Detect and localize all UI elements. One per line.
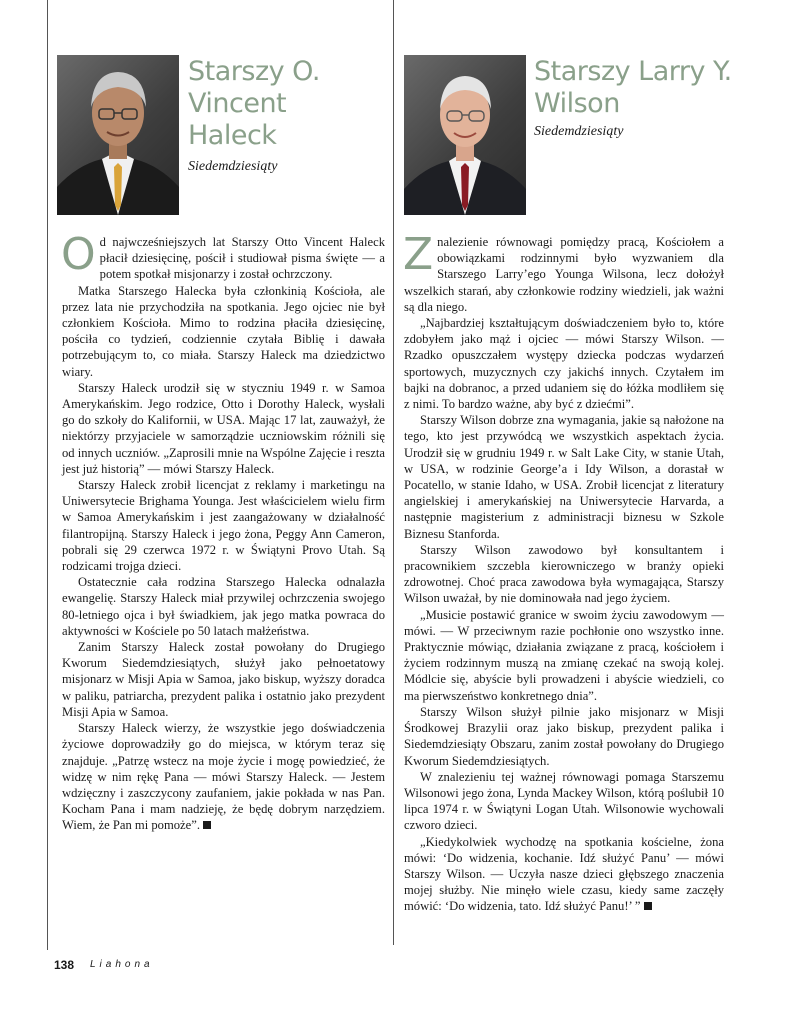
drop-cap: O — [61, 229, 96, 280]
magazine-name: Liahona — [90, 959, 154, 970]
name-heading-wilson: Starszy Larry Y. Wilson — [534, 56, 732, 119]
portrait-photo-haleck — [57, 55, 179, 215]
paragraph: Starszy Wilson zawodowo był konsultantem i pracownikiem szczebla kierowniczego w branży opieki zdrowotnej. Choć praca zawodowa była wymagająca, Starszy Wilson uważał, by nie dominowała nad jego życiem. — [404, 542, 724, 606]
paragraph: Matka Starszego Halecka była członkinią Kościoła, ale przez lata nie przychodziła na spotkania. Jego ojciec nie był członkiem Kościoła. Mimo to rodzina płaciła dziesięcinę, pościła co tydzień, codziennie czytała Biblię i dawała potrzebującym to, co miała. Starszy Haleck ma dziedzictwo wiary. — [62, 283, 385, 379]
name-heading-haleck: Starszy O. Vincent Haleck — [188, 56, 320, 151]
drop-cap: Z — [403, 229, 434, 280]
portrait-illustration-haleck — [57, 55, 179, 215]
paragraph-text: Starszy Haleck wierzy, że wszystkie jego doświadczenia życiowe doprowadziły go do miejsca, w którym teraz się znajduje. „Patrzę wstecz na moje życie i mogę powiedzieć, że widzę w nim rękę Pana — mówi Starszy Haleck. — Jestem wdzięczny i zaszczycony zaufaniem, jakie pokłada w nas Pan. Kocham Pana i mam nadzieję, że będę dobrym narzędziem. Wiem, że Pan mi pomoże”. — [62, 721, 385, 833]
portrait-photo-wilson — [404, 55, 526, 215]
paragraph: „Najbardziej kształtującym doświadczeniem było to, które zdobyłem jako mąż i ojciec — mówi Starszy Wilson. — Rzadko opuszczałem występy dziecka podczas wydarzeń sportowych, muzycznych czy jakichś innych. Czytałem im bajki na dobranoc, a przed udaniem się do łóżka modliłem się z nimi. To bardzo ważne, aby być z dziećmi”. — [404, 316, 724, 412]
paragraph-text: nalezienie równowagi pomiędzy pracą, Kościołem a obowiązkami rodzinnymi było wyzwaniem dla Starszego Larry’ego Younga Wilsona, lecz dołożył wszelkich starań, aby członkowie rodziny wiedzieli, jak ważni są dla niego. — [404, 235, 724, 314]
paragraph: Starszy Haleck urodził się w styczniu 1949 r. w Samoa Amerykańskim. Jego rodzice, Otto i Dorothy Haleck, wysłali go do szkoły do Kalifornii, w USA. Mając 17 lat, zauważył, że niektórzy przyjaciele w samorządzie uczniowskim różnili się od innych uczniów. „Zaprosili mnie na Wspólne Zajęcie i reszta jest już historią” — mówi Starszy Haleck. — [62, 380, 385, 476]
paragraph: W znalezieniu tej ważnej równowagi pomaga Starszemu Wilsonowi jego żona, Lynda Mackey Wilson, którą poślubił 10 lipca 1974 r. w Świątyni Logan Utah. Wilsonowie wychowali czworo dzieci. — [404, 769, 724, 833]
paragraph: „Musicie postawić granice w swoim życiu zawodowym — mówi. — W przeciwnym razie pochłonie ono wszystko inne. Praktycznie mówiąc, działania związane z pracą, kościołem i życiem rodzinnym muszą na zmianę czekać na swoją kolej. Módlcie się, abyście byli prowadzeni i abyście wiedzieli, co ma pierwszeństwo konkretnego dnia”. — [404, 607, 724, 703]
paragraph: Starszy Wilson dobrze zna wymagania, jakie są nałożone na tego, kto jest przywódcą we wszystkich aspektach życia. Urodził się w grudniu 1949 r. w Salt Lake City, w stanie Utah, w USA, w rodzinie George’a i Idy Wilson, a dorastał w Pocatello, w stanie Idaho, w USA. Zrobił licencjat z literatury angielskiej i amerykańskiej na Uniwersytecie Harvarda, a następnie magisterium z administracji biznesu w Szkole Biznesu Stanforda. — [404, 413, 724, 541]
role-subtitle-haleck: Siedemdziesiąty — [188, 159, 278, 174]
paragraph-text: d najwcześniejszych lat Starszy Otto Vincent Haleck płacił dziesięcinę, pościł i studiował pisma święte — a potem spotkał misjonarzy i został ochrzczony. — [99, 235, 385, 282]
paragraph — [62, 720, 385, 833]
paragraph-text: „Kiedykolwiek wychodzę na spotkania kościelne, żona mówi: ‘Do widzenia, kochanie. Idź służyć Panu’ — mówi Starszy Wilson. — Uczyła nasze dzieci głębszego znaczenia mojej służby. Nie minęło wiele czasu, kiedy same zaczęły mówić: ‘Do widzenia, tato. Idź służyć Panu!’ ” — [404, 834, 724, 914]
paragraph: Starszy Wilson służył pilnie jako misjonarz w Misji Środkowej Brazylii oraz jako biskup, prezydent palika i Siedemdziesiąty Obszaru, zanim został powołany do Drugiego Kworum Siedemdziesiątych. — [404, 704, 724, 768]
paragraph — [404, 834, 724, 915]
portrait-illustration-wilson — [404, 55, 526, 215]
article-column-haleck — [61, 229, 385, 834]
article-column-wilson — [403, 229, 724, 915]
end-mark-icon — [644, 902, 652, 910]
paragraph — [61, 229, 385, 283]
column-rule-left — [47, 0, 48, 950]
paragraph: Starszy Haleck zrobił licencjat z reklamy i marketingu na Uniwersytecie Brighama Younga. Jest właścicielem wielu firm w Samoa Amerykańskim i jest zaangażowany w działalność filantropijną. Starszy Haleck i jego żona, Peggy Ann Cameron, pobrali się 29 czerwca 1972 r. w Świątyni Provo Utah. Są rodzicami trojga dzieci. — [62, 478, 385, 574]
paragraph — [403, 229, 724, 315]
paragraph: Zanim Starszy Haleck został powołany do Drugiego Kworum Siedemdziesiątych, służył jako pełnoetatowy misjonarz w Misji Apia w Samoa, jako biskup, wyższy doradca w paliku, patriarcha, prezydent palika i ostatnio jako prezydent Misji Apia w Samoa. — [62, 640, 385, 719]
paragraph: Ostatecznie cała rodzina Starszego Halecka odnalazła ewangelię. Starszy Haleck miał przywilej ochrzczenia swojego 80-letniego ojca i był świadkiem, jak jego matka powraca do aktywności w Kościele po 50 latach małżeństwa. — [62, 575, 385, 638]
page-number: 138 — [54, 958, 75, 972]
end-mark-icon — [203, 821, 211, 829]
role-subtitle-wilson: Siedemdziesiąty — [534, 124, 624, 139]
column-rule-middle — [393, 0, 394, 945]
